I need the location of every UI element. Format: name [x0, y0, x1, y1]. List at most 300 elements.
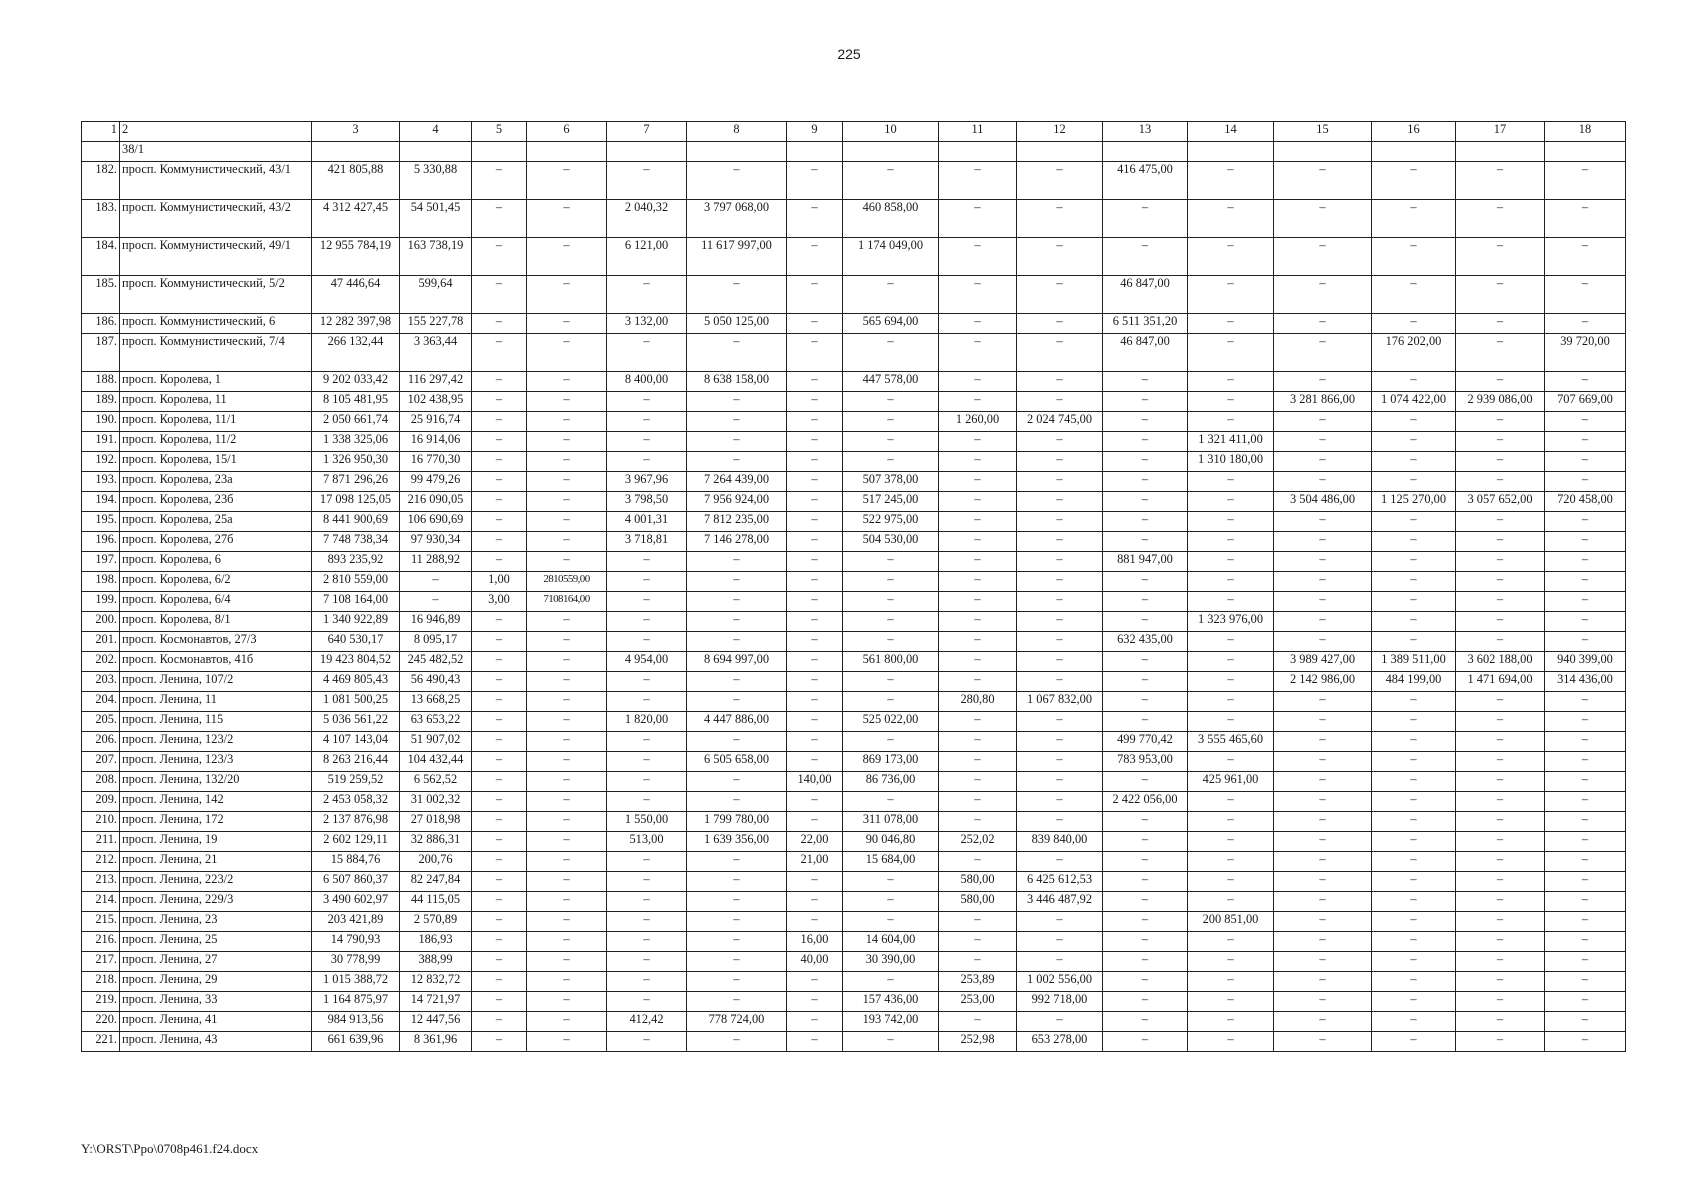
cell-col-5: –: [472, 872, 527, 892]
cell-col-13: –: [1103, 912, 1188, 932]
cell-col-14: –: [1188, 412, 1274, 432]
cell-col-7: 513,00: [607, 832, 687, 852]
cell-col-11: –: [939, 532, 1017, 552]
cell-col-13: –: [1103, 992, 1188, 1012]
cell-col-17: 17: [1456, 122, 1545, 142]
cell-col-18: –: [1545, 512, 1626, 532]
cell-col-8: 1 799 780,00: [687, 812, 787, 832]
cell-col-18: –: [1545, 912, 1626, 932]
cell-col-6: –: [527, 452, 607, 472]
cell-col-3: 4 312 427,45: [312, 200, 400, 238]
cell-col-9: –: [787, 812, 843, 832]
cell-col-2: просп. Коммунистический, 43/2: [120, 200, 312, 238]
cell-col-2: просп. Королева, 6: [120, 552, 312, 572]
cell-col-2: просп. Ленина, 172: [120, 812, 312, 832]
cell-col-9: –: [787, 1032, 843, 1052]
cell-col-17: [1456, 142, 1545, 162]
cell-col-3: 47 446,64: [312, 276, 400, 314]
cell-col-10: 507 378,00: [843, 472, 939, 492]
cell-col-14: 1 310 180,00: [1188, 452, 1274, 472]
cell-col-11: –: [939, 672, 1017, 692]
cell-col-1: 212.: [82, 852, 120, 872]
cell-col-17: –: [1456, 314, 1545, 334]
cell-col-18: 314 436,00: [1545, 672, 1626, 692]
cell-col-6: –: [527, 832, 607, 852]
cell-col-8: –: [687, 732, 787, 752]
cell-col-9: –: [787, 612, 843, 632]
cell-col-8: –: [687, 1032, 787, 1052]
cell-col-16: –: [1372, 712, 1456, 732]
cell-col-1: 204.: [82, 692, 120, 712]
cell-col-18: –: [1545, 432, 1626, 452]
cell-col-4: 44 115,05: [400, 892, 472, 912]
cell-col-8: –: [687, 932, 787, 952]
cell-col-10: 90 046,80: [843, 832, 939, 852]
cell-col-16: –: [1372, 452, 1456, 472]
cell-col-17: –: [1456, 552, 1545, 572]
cell-col-15: –: [1274, 200, 1372, 238]
cell-col-12: –: [1017, 632, 1103, 652]
cell-col-7: –: [607, 432, 687, 452]
table-row: [82, 1012, 1626, 1032]
cell-col-1: 216.: [82, 932, 120, 952]
cell-col-6: –: [527, 812, 607, 832]
cell-col-3: 2 602 129,11: [312, 832, 400, 852]
cell-col-17: –: [1456, 832, 1545, 852]
cell-col-4: 82 247,84: [400, 872, 472, 892]
cell-col-13: –: [1103, 892, 1188, 912]
cell-col-15: –: [1274, 772, 1372, 792]
cell-col-15: –: [1274, 412, 1372, 432]
cell-col-14: –: [1188, 872, 1274, 892]
cell-col-9: –: [787, 238, 843, 276]
cell-col-6: [527, 142, 607, 162]
cell-col-8: 7 264 439,00: [687, 472, 787, 492]
cell-col-4: 102 438,95: [400, 392, 472, 412]
cell-col-1: 221.: [82, 1032, 120, 1052]
cell-col-10: –: [843, 912, 939, 932]
cell-col-15: –: [1274, 692, 1372, 712]
cell-col-7: 3 132,00: [607, 314, 687, 334]
cell-col-17: 3 057 652,00: [1456, 492, 1545, 512]
cell-col-14: –: [1188, 692, 1274, 712]
cell-col-4: 186,93: [400, 932, 472, 952]
table-row: [82, 672, 1626, 692]
cell-col-10: –: [843, 432, 939, 452]
cell-col-18: –: [1545, 592, 1626, 612]
cell-col-10: –: [843, 392, 939, 412]
cell-col-14: –: [1188, 572, 1274, 592]
cell-col-17: –: [1456, 572, 1545, 592]
cell-col-13: 46 847,00: [1103, 334, 1188, 372]
cell-col-17: –: [1456, 892, 1545, 912]
cell-col-18: –: [1545, 1012, 1626, 1032]
cell-col-14: 200 851,00: [1188, 912, 1274, 932]
cell-col-6: –: [527, 772, 607, 792]
cell-col-11: –: [939, 512, 1017, 532]
cell-col-13: –: [1103, 692, 1188, 712]
cell-col-1: 188.: [82, 372, 120, 392]
table-row: [82, 142, 1626, 162]
cell-col-7: –: [607, 892, 687, 912]
cell-col-13: 499 770,42: [1103, 732, 1188, 752]
cell-col-12: –: [1017, 792, 1103, 812]
cell-col-14: –: [1188, 832, 1274, 852]
cell-col-16: –: [1372, 872, 1456, 892]
cell-col-5: –: [472, 792, 527, 812]
cell-col-7: 1 820,00: [607, 712, 687, 732]
cell-col-8: –: [687, 792, 787, 812]
cell-col-4: 14 721,97: [400, 992, 472, 1012]
cell-col-4: 12 447,56: [400, 1012, 472, 1032]
cell-col-6: –: [527, 932, 607, 952]
cell-col-9: –: [787, 412, 843, 432]
cell-col-14: –: [1188, 372, 1274, 392]
table-row: [82, 162, 1626, 200]
cell-col-6: –: [527, 752, 607, 772]
cell-col-1: 193.: [82, 472, 120, 492]
cell-col-7: –: [607, 592, 687, 612]
cell-col-12: –: [1017, 712, 1103, 732]
cell-col-1: 189.: [82, 392, 120, 412]
cell-col-3: 30 778,99: [312, 952, 400, 972]
table-row: [82, 392, 1626, 412]
cell-col-5: –: [472, 812, 527, 832]
cell-col-11: –: [939, 812, 1017, 832]
table-row: [82, 752, 1626, 772]
cell-col-9: [787, 142, 843, 162]
cell-col-3: 1 164 875,97: [312, 992, 400, 1012]
cell-col-9: 22,00: [787, 832, 843, 852]
cell-col-10: –: [843, 592, 939, 612]
cell-col-15: –: [1274, 314, 1372, 334]
cell-col-1: 219.: [82, 992, 120, 1012]
cell-col-2: просп. Ленина, 123/3: [120, 752, 312, 772]
cell-col-5: –: [472, 932, 527, 952]
cell-col-4: 216 090,05: [400, 492, 472, 512]
cell-col-14: –: [1188, 852, 1274, 872]
cell-col-12: 1 067 832,00: [1017, 692, 1103, 712]
cell-col-3: 4 469 805,43: [312, 672, 400, 692]
cell-col-10: –: [843, 672, 939, 692]
page-number: 225: [837, 46, 861, 62]
cell-col-15: –: [1274, 552, 1372, 572]
cell-col-3: 7 108 164,00: [312, 592, 400, 612]
cell-col-9: –: [787, 1012, 843, 1032]
cell-col-10: –: [843, 276, 939, 314]
cell-col-9: 21,00: [787, 852, 843, 872]
cell-col-6: –: [527, 238, 607, 276]
cell-col-12: –: [1017, 732, 1103, 752]
cell-col-11: 280,80: [939, 692, 1017, 712]
cell-col-16: –: [1372, 276, 1456, 314]
cell-col-5: –: [472, 992, 527, 1012]
cell-col-5: –: [472, 512, 527, 532]
cell-col-15: –: [1274, 712, 1372, 732]
cell-col-6: –: [527, 1012, 607, 1032]
cell-col-11: –: [939, 912, 1017, 932]
cell-col-10: –: [843, 612, 939, 632]
cell-col-10: 447 578,00: [843, 372, 939, 392]
cell-col-12: –: [1017, 612, 1103, 632]
cell-col-14: –: [1188, 1032, 1274, 1052]
cell-col-5: –: [472, 1032, 527, 1052]
table-row: [82, 276, 1626, 314]
cell-col-16: –: [1372, 592, 1456, 612]
cell-col-7: 1 550,00: [607, 812, 687, 832]
cell-col-12: –: [1017, 238, 1103, 276]
cell-col-8: 6 505 658,00: [687, 752, 787, 772]
cell-col-9: –: [787, 372, 843, 392]
cell-col-12: –: [1017, 162, 1103, 200]
cell-col-12: –: [1017, 372, 1103, 392]
cell-col-17: –: [1456, 412, 1545, 432]
cell-col-4: 13 668,25: [400, 692, 472, 712]
cell-col-8: –: [687, 452, 787, 472]
table-row: [82, 732, 1626, 752]
cell-col-13: –: [1103, 812, 1188, 832]
cell-col-7: 2 040,32: [607, 200, 687, 238]
cell-col-7: –: [607, 392, 687, 412]
cell-col-6: 6: [527, 122, 607, 142]
cell-col-12: –: [1017, 200, 1103, 238]
cell-col-11: 252,98: [939, 1032, 1017, 1052]
table-row: [82, 852, 1626, 872]
cell-col-9: –: [787, 752, 843, 772]
cell-col-2: просп. Королева, 6/4: [120, 592, 312, 612]
cell-col-7: –: [607, 672, 687, 692]
cell-col-1: 205.: [82, 712, 120, 732]
cell-col-4: 16 946,89: [400, 612, 472, 632]
cell-col-15: –: [1274, 892, 1372, 912]
cell-col-11: –: [939, 752, 1017, 772]
cell-col-2: просп. Ленина, 25: [120, 932, 312, 952]
table-row: [82, 832, 1626, 852]
cell-col-13: –: [1103, 932, 1188, 952]
cell-col-3: 421 805,88: [312, 162, 400, 200]
cell-col-13: –: [1103, 532, 1188, 552]
cell-col-14: –: [1188, 592, 1274, 612]
cell-col-4: 116 297,42: [400, 372, 472, 392]
cell-col-3: 1 340 922,89: [312, 612, 400, 632]
cell-col-14: 14: [1188, 122, 1274, 142]
cell-col-1: 217.: [82, 952, 120, 972]
cell-col-3: 203 421,89: [312, 912, 400, 932]
cell-col-2: просп. Коммунистический, 5/2: [120, 276, 312, 314]
cell-col-8: –: [687, 612, 787, 632]
cell-col-2: просп. Королева, 15/1: [120, 452, 312, 472]
cell-col-7: –: [607, 972, 687, 992]
cell-col-14: –: [1188, 162, 1274, 200]
cell-col-14: 425 961,00: [1188, 772, 1274, 792]
cell-col-7: 8 400,00: [607, 372, 687, 392]
cell-col-7: 4 001,31: [607, 512, 687, 532]
cell-col-4: 63 653,22: [400, 712, 472, 732]
cell-col-4: 25 916,74: [400, 412, 472, 432]
cell-col-16: –: [1372, 812, 1456, 832]
cell-col-8: –: [687, 772, 787, 792]
cell-col-6: –: [527, 532, 607, 552]
cell-col-3: 3 490 602,97: [312, 892, 400, 912]
cell-col-17: –: [1456, 712, 1545, 732]
cell-col-16: –: [1372, 912, 1456, 932]
cell-col-18: –: [1545, 472, 1626, 492]
cell-col-1: 196.: [82, 532, 120, 552]
cell-col-12: –: [1017, 572, 1103, 592]
cell-col-12: –: [1017, 592, 1103, 612]
cell-col-13: 6 511 351,20: [1103, 314, 1188, 334]
cell-col-15: –: [1274, 432, 1372, 452]
cell-col-8: –: [687, 692, 787, 712]
cell-col-10: –: [843, 452, 939, 472]
cell-col-5: 5: [472, 122, 527, 142]
cell-col-1: 183.: [82, 200, 120, 238]
cell-col-6: –: [527, 652, 607, 672]
cell-col-13: –: [1103, 652, 1188, 672]
cell-col-7: –: [607, 412, 687, 432]
cell-col-2: просп. Коммунистический, 49/1: [120, 238, 312, 276]
cell-col-11: 580,00: [939, 872, 1017, 892]
cell-col-16: 484 199,00: [1372, 672, 1456, 692]
cell-col-7: 3 798,50: [607, 492, 687, 512]
cell-col-17: –: [1456, 1032, 1545, 1052]
cell-col-12: –: [1017, 472, 1103, 492]
cell-col-3: 8 441 900,69: [312, 512, 400, 532]
cell-col-16: –: [1372, 200, 1456, 238]
cell-col-15: –: [1274, 452, 1372, 472]
cell-col-14: –: [1188, 952, 1274, 972]
table-row: [82, 314, 1626, 334]
cell-col-2: просп. Королева, 27б: [120, 532, 312, 552]
cell-col-3: 15 884,76: [312, 852, 400, 872]
cell-col-6: –: [527, 992, 607, 1012]
cell-col-2: просп. Космонавтов, 27/3: [120, 632, 312, 652]
cell-col-1: 1: [82, 122, 120, 142]
cell-col-2: просп. Ленина, 41: [120, 1012, 312, 1032]
cell-col-3: [312, 142, 400, 162]
cell-col-8: –: [687, 992, 787, 1012]
cell-col-4: 5 330,88: [400, 162, 472, 200]
cell-col-9: 9: [787, 122, 843, 142]
cell-col-18: –: [1545, 812, 1626, 832]
cell-col-14: [1188, 142, 1274, 162]
cell-col-16: [1372, 142, 1456, 162]
cell-col-7: –: [607, 952, 687, 972]
cell-col-13: –: [1103, 612, 1188, 632]
cell-col-4: 27 018,98: [400, 812, 472, 832]
cell-col-1: 182.: [82, 162, 120, 200]
cell-col-10: –: [843, 972, 939, 992]
table-row: [82, 812, 1626, 832]
cell-col-5: 3,00: [472, 592, 527, 612]
cell-col-3: 1 015 388,72: [312, 972, 400, 992]
cell-col-4: 99 479,26: [400, 472, 472, 492]
cell-col-2: просп. Королева, 23а: [120, 472, 312, 492]
cell-col-4: –: [400, 592, 472, 612]
cell-col-11: –: [939, 932, 1017, 952]
cell-col-12: –: [1017, 334, 1103, 372]
cell-col-9: –: [787, 732, 843, 752]
cell-col-8: 8 694 997,00: [687, 652, 787, 672]
cell-col-14: –: [1188, 992, 1274, 1012]
table-row: [82, 334, 1626, 372]
cell-col-11: 1 260,00: [939, 412, 1017, 432]
cell-col-12: 839 840,00: [1017, 832, 1103, 852]
cell-col-18: 940 399,00: [1545, 652, 1626, 672]
cell-col-15: –: [1274, 612, 1372, 632]
cell-col-18: –: [1545, 412, 1626, 432]
cell-col-1: 198.: [82, 572, 120, 592]
cell-col-2: просп. Королева, 8/1: [120, 612, 312, 632]
cell-col-18: [1545, 142, 1626, 162]
cell-col-8: 1 639 356,00: [687, 832, 787, 852]
cell-col-1: 213.: [82, 872, 120, 892]
cell-col-1: 194.: [82, 492, 120, 512]
cell-col-9: –: [787, 592, 843, 612]
table-row: [82, 952, 1626, 972]
cell-col-18: –: [1545, 162, 1626, 200]
cell-col-9: –: [787, 162, 843, 200]
cell-col-6: –: [527, 672, 607, 692]
cell-col-6: –: [527, 732, 607, 752]
cell-col-5: –: [472, 276, 527, 314]
cell-col-14: –: [1188, 532, 1274, 552]
cell-col-12: 3 446 487,92: [1017, 892, 1103, 912]
cell-col-17: –: [1456, 334, 1545, 372]
cell-col-4: 245 482,52: [400, 652, 472, 672]
cell-col-9: –: [787, 672, 843, 692]
cell-col-17: –: [1456, 952, 1545, 972]
cell-col-11: –: [939, 592, 1017, 612]
cell-col-14: –: [1188, 238, 1274, 276]
cell-col-13: –: [1103, 712, 1188, 732]
cell-col-13: –: [1103, 238, 1188, 276]
cell-col-3: 984 913,56: [312, 1012, 400, 1032]
cell-col-11: 11: [939, 122, 1017, 142]
table-row: [82, 200, 1626, 238]
cell-col-7: –: [607, 852, 687, 872]
cell-col-5: –: [472, 972, 527, 992]
cell-col-7: –: [607, 572, 687, 592]
cell-col-18: –: [1545, 200, 1626, 238]
cell-col-15: –: [1274, 238, 1372, 276]
cell-col-3: 2 810 559,00: [312, 572, 400, 592]
cell-col-11: 580,00: [939, 892, 1017, 912]
cell-col-1: 203.: [82, 672, 120, 692]
cell-col-9: –: [787, 452, 843, 472]
cell-col-9: 140,00: [787, 772, 843, 792]
cell-col-15: –: [1274, 632, 1372, 652]
cell-col-10: 522 975,00: [843, 512, 939, 532]
cell-col-4: 104 432,44: [400, 752, 472, 772]
cell-col-11: –: [939, 162, 1017, 200]
cell-col-15: 3 281 866,00: [1274, 392, 1372, 412]
cell-col-17: –: [1456, 932, 1545, 952]
cell-col-3: 640 530,17: [312, 632, 400, 652]
cell-col-17: –: [1456, 592, 1545, 612]
cell-col-12: 992 718,00: [1017, 992, 1103, 1012]
cell-col-10: –: [843, 412, 939, 432]
cell-col-10: 30 390,00: [843, 952, 939, 972]
cell-col-5: –: [472, 672, 527, 692]
cell-col-17: –: [1456, 812, 1545, 832]
cell-col-15: –: [1274, 572, 1372, 592]
cell-col-5: –: [472, 492, 527, 512]
cell-col-2: просп. Ленина, 229/3: [120, 892, 312, 912]
table-row: [82, 692, 1626, 712]
table-row: [82, 892, 1626, 912]
table-row: [82, 552, 1626, 572]
